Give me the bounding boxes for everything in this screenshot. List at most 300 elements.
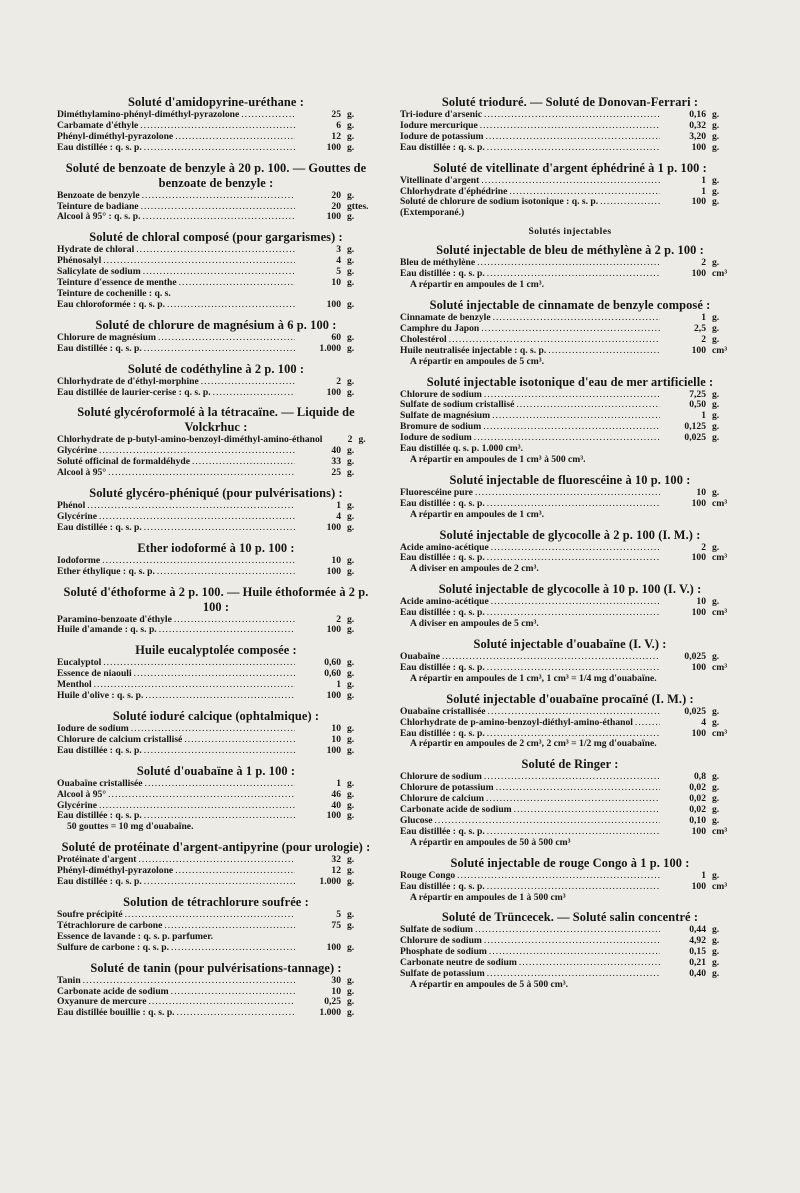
ingredient-name: Iodure mercurique <box>400 119 478 131</box>
dot-leader <box>192 457 295 468</box>
ingredient-quantity: 100 <box>326 298 341 310</box>
dot-leader <box>514 805 660 816</box>
formula-title: Soluté d'éthoforme à 2 p. 100. — Huile éthoformée à 2 p. 100 : <box>63 584 369 614</box>
ingredient-quantity: 100 <box>691 607 706 619</box>
ingredient-name: Chlorhydrate de p-butyl-amino-benzoyl-diméthyl-amino-éthanol <box>57 434 323 446</box>
formula-section <box>57 585 375 637</box>
ingredient-quantity: 0,32 <box>689 119 706 131</box>
ingredient-unit: g. <box>347 445 355 457</box>
dot-leader <box>167 300 295 311</box>
dot-leader <box>144 877 295 888</box>
formula-section <box>400 528 740 576</box>
dot-leader <box>493 313 660 324</box>
dot-leader <box>144 746 295 757</box>
ingredient-row <box>57 344 375 355</box>
ingredient-name: Fluorescéine pure <box>400 486 473 498</box>
ingredient-name: Diméthylamino-phényl-diméthyl-pyrazolone <box>57 109 240 120</box>
ingredient-row <box>57 746 375 757</box>
instruction-note: A répartir en ampoules de 1 cm³, 1 cm³ = 1/4 mg d'ouabaïne. <box>410 672 657 684</box>
ingredient-quantity: 10 <box>696 596 706 608</box>
ingredient-unit: g. <box>347 941 355 953</box>
formula-section <box>57 961 375 1020</box>
ingredient-quantity: 100 <box>691 196 706 208</box>
ingredient-name: Chlorhydrate de p-amino-benzoyl-diéthyl-amino-éthanol <box>400 716 633 728</box>
ingredient-quantity: 100 <box>326 624 341 636</box>
ingredient-unit: cm³ <box>712 825 728 837</box>
dot-leader <box>516 400 660 411</box>
ingredient-name: Chlorure de potassium <box>400 782 494 794</box>
formula-title: Soluté glycéroformolé à la tétracaïne. — Liquide de Volckrhuc : <box>77 405 355 435</box>
ingredient-unit: g. <box>347 985 355 997</box>
ingredient-name: Phénosalyl <box>57 255 102 267</box>
ingredient-unit: g. <box>347 141 355 153</box>
instruction-note: A répartir en ampoules de 5 cm³. <box>410 355 545 367</box>
ingredient-unit: g. <box>347 788 355 800</box>
ingredient-row <box>57 212 375 223</box>
ingredient-unit: g. <box>347 613 355 625</box>
dot-leader <box>483 422 660 433</box>
ingredient-unit: g. <box>712 141 720 153</box>
ingredient-quantity: 1.000 <box>319 342 341 354</box>
ingredient-unit: g. <box>347 130 355 142</box>
formula-section <box>400 473 740 521</box>
ingredient-unit: g. <box>712 814 720 826</box>
formula-title: Soluté injectable de bleu de méthylène à 2 p. 100 : <box>436 243 704 258</box>
ingredient-name: Acide amino-acétique <box>400 596 489 608</box>
ingredient-quantity: 2 <box>336 613 341 625</box>
ingredient-unit: g. <box>347 109 355 120</box>
ingredient-quantity: 0,21 <box>689 957 706 969</box>
instruction-note: A répartir en ampoules de 1 à 500 cm³ <box>410 891 566 903</box>
instruction-note: A diviser en ampoules de 5 cm³. <box>410 618 539 630</box>
dot-leader <box>484 936 660 947</box>
ingredient-quantity: 0,02 <box>689 804 706 816</box>
ingredient-name: Protéinate d'argent <box>57 854 137 866</box>
dot-leader <box>87 501 295 512</box>
ingredient-quantity: 5 <box>336 908 341 920</box>
ingredient-name: Phénol <box>57 500 86 512</box>
ingredient-name: Eau distillée : q. s. p. <box>57 876 142 888</box>
ingredient-quantity: 100 <box>326 386 341 398</box>
ingredient-quantity: 100 <box>326 141 341 153</box>
ingredient-name: Bleu de méthylène <box>400 257 476 269</box>
ingredient-name: Iodure de sodium <box>57 723 129 734</box>
formula-title: Soluté glycéro-phéniqué (pour pulvérisations) : <box>89 486 343 501</box>
ingredient-unit: g. <box>347 733 355 745</box>
ingredient-quantity: 1.000 <box>319 1007 341 1019</box>
ingredient-quantity: 10 <box>331 733 341 745</box>
ingredient-name: Essence de niaouli <box>57 668 132 680</box>
dot-leader <box>201 377 295 388</box>
dot-leader <box>184 735 295 746</box>
instruction-note: A répartir en ampoules de 1 cm³. <box>410 279 545 291</box>
ingredient-quantity: 2,5 <box>694 322 706 334</box>
dot-leader <box>145 691 295 702</box>
ingredient-unit: g. <box>712 322 720 334</box>
ingredient-row <box>57 1008 375 1019</box>
ingredient-unit: g. <box>712 771 720 783</box>
formula-title: Solution de tétrachlorure soufrée : <box>123 894 309 909</box>
ingredient-unit: g. <box>712 869 720 881</box>
ingredient-name: Chlorure de magnésium <box>57 331 156 343</box>
formula-section <box>400 298 740 368</box>
ingredient-quantity: 0,60 <box>324 657 341 669</box>
ingredient-unit: g. <box>712 705 720 717</box>
ingredient-unit: g. <box>712 716 720 728</box>
ingredient-quantity: 4,92 <box>689 935 706 947</box>
ingredient-name: Eau distillée : q. s. p. <box>400 661 485 673</box>
ingredient-name: Essence de lavande : q. s. p. parfumer. <box>57 930 214 942</box>
ingredient-quantity: 100 <box>691 552 706 564</box>
ingredient-name: Huile neutralisée injectable : q. s. p. <box>400 344 547 356</box>
ingredient-quantity: 40 <box>331 799 341 811</box>
ingredient-quantity: 32 <box>331 854 341 866</box>
ingredient-quantity: 7,25 <box>689 388 706 400</box>
ingredient-name: Bromure de sodium <box>400 421 482 433</box>
ingredient-name: Eau distillée : q. s. p. <box>57 744 142 756</box>
ingredient-name: Ouabaïne cristallisée <box>400 705 486 717</box>
ingredient-quantity: 40 <box>331 445 341 457</box>
ingredient-name: Eau distillée : q. s. p. <box>57 342 142 354</box>
ingredient-name: Tri-iodure d'arsenic <box>400 109 482 120</box>
ingredient-quantity: 0,50 <box>689 399 706 411</box>
ingredient-quantity: 4 <box>336 510 341 522</box>
ingredient-name: Eau distillée : q. s. p. <box>400 268 485 280</box>
dot-leader <box>241 110 295 121</box>
dot-leader <box>144 523 295 534</box>
ingredient-name: Benzoate de benzyle <box>57 189 140 201</box>
ingredient-unit: g. <box>347 510 355 522</box>
dot-leader <box>635 718 660 729</box>
ingredient-row <box>400 707 740 718</box>
instruction-note: A répartir en ampoules de 1 cm³ à 500 cm³. <box>410 453 586 465</box>
formula-title: Soluté de protéinate d'argent-antipyrine (pour urologie) : <box>61 840 371 855</box>
dot-leader <box>142 191 295 202</box>
dot-leader <box>175 132 295 143</box>
ingredient-unit: g. <box>347 657 355 669</box>
formula-title: Soluté trioduré. — Soluté de Donovan-Ferrari : <box>441 95 699 109</box>
ingredient-row <box>57 976 375 987</box>
ingredient-unit: g. <box>712 804 720 816</box>
ingredient-quantity: 100 <box>691 497 706 509</box>
ingredient-unit: g. <box>347 810 355 822</box>
ingredient-unit: g. <box>712 333 720 345</box>
formula-title: Soluté de chlorure de magnésium à 6 p. 100 : <box>95 317 337 332</box>
formula-section <box>57 840 375 888</box>
ingredient-quantity: 12 <box>331 865 341 877</box>
dot-leader <box>103 658 295 669</box>
ingredient-unit: g. <box>347 876 355 888</box>
ingredient-name: Iodure de sodium <box>400 432 472 444</box>
ingredient-unit: g. <box>712 119 720 131</box>
ingredient-unit: g. <box>347 865 355 877</box>
dot-leader <box>177 1008 295 1019</box>
ingredient-quantity: 0,8 <box>694 771 706 783</box>
ingredient-unit: g. <box>347 375 355 387</box>
instruction-note: A répartir en ampoules de 2 cm³, 2 cm³ = 1/2 mg d'ouabaïne. <box>410 738 657 750</box>
ingredient-name: Eau distillée : q. s. p. <box>57 810 142 822</box>
ingredient-quantity: 1.000 <box>319 876 341 888</box>
ingredient-row <box>400 346 740 357</box>
dot-leader <box>487 882 660 893</box>
ingredient-unit: g. <box>712 311 720 323</box>
ingredient-name: Vitellinate d'argent <box>400 174 480 186</box>
right-column <box>400 95 740 998</box>
ingredient-row <box>57 388 375 399</box>
ingredient-quantity: 100 <box>691 141 706 153</box>
ingredient-name: Teinture de badiane <box>57 200 139 212</box>
ingredient-unit: g. <box>347 624 355 636</box>
ingredient-quantity: 100 <box>326 521 341 533</box>
ingredient-row <box>57 943 375 954</box>
ingredient-name: Eau distillée : q. s. p. <box>400 727 485 739</box>
ingredient-quantity: 0,10 <box>689 814 706 826</box>
ingredient-name: Alcool à 95° <box>57 788 107 800</box>
ingredient-unit: g. <box>712 421 720 433</box>
ingredient-name: Glycérine <box>57 510 97 522</box>
ingredient-quantity: 30 <box>331 974 341 986</box>
formula-title: Soluté injectable de glycocolle à 2 p. 100 (I. M.) : <box>439 527 701 542</box>
ingredient-name: Paramino-benzoate d'éthyle <box>57 613 172 625</box>
formula-title: Soluté d'amidopyrine-uréthane : <box>128 95 304 109</box>
ingredient-quantity: 10 <box>331 723 341 734</box>
ingredient-row <box>57 790 375 801</box>
formula-section <box>57 895 375 954</box>
ingredient-unit: g. <box>712 968 720 980</box>
formula-title: Soluté de codéthyline à 2 p. 100 : <box>127 361 305 376</box>
dot-leader <box>141 202 295 213</box>
formula-section <box>400 582 740 630</box>
formula-title: Soluté injectable de rouge Congo à 1 p. 100 : <box>450 855 690 870</box>
ingredient-quantity: 33 <box>331 456 341 468</box>
dot-leader <box>475 925 660 936</box>
ingredient-unit: g. <box>347 119 355 131</box>
formula-title: Soluté injectable d'ouabaïne procaïné (I. M.) : <box>446 691 694 706</box>
formula-section <box>400 692 740 751</box>
ingredient-name: Ouabaïne cristallisée <box>57 777 143 789</box>
ingredient-quantity: 1 <box>701 869 706 881</box>
ingredient-name: Glycérine <box>57 799 97 811</box>
ingredient-unit: g. <box>347 744 355 756</box>
ingredient-name: Eau distillée : q. s. p. <box>57 521 142 533</box>
ingredient-unit: g. <box>347 266 355 278</box>
ingredient-unit: g. <box>712 410 720 422</box>
formula-section <box>57 541 375 578</box>
ingredient-unit: g. <box>712 782 720 794</box>
dot-leader <box>179 278 295 289</box>
ingredient-name: Chlorure de calcium <box>400 793 485 805</box>
ingredient-row <box>57 191 375 202</box>
ingredient-name: Huile d'olive : q. s. p. <box>57 690 144 702</box>
ingredient-row <box>400 324 740 335</box>
ingredient-unit: g. <box>712 924 720 936</box>
dot-leader <box>600 197 660 208</box>
ingredient-unit: g. <box>347 244 355 256</box>
ingredient-row <box>57 435 375 446</box>
ingredient-name: Iodoforme <box>57 554 101 566</box>
formula-title: Soluté injectable de cinnamate de benzyle composé : <box>429 297 711 312</box>
ingredient-quantity: 3 <box>336 244 341 256</box>
ingredient-name: Sulfate de sodium cristallisé <box>400 399 515 411</box>
ingredient-name: Eucalyptol <box>57 657 102 669</box>
dot-leader <box>491 543 660 554</box>
dot-leader <box>486 794 660 805</box>
dot-leader <box>144 143 295 154</box>
dot-leader <box>134 669 295 680</box>
ingredient-row <box>57 523 375 534</box>
dot-leader <box>481 176 660 187</box>
ingredient-name: Phosphate de sodium <box>400 946 487 958</box>
ingredient-unit: g. <box>712 651 720 662</box>
ingredient-unit: g. <box>712 432 720 444</box>
formula-section <box>57 764 375 834</box>
ingredient-quantity: 1 <box>701 174 706 186</box>
formula-section <box>57 318 375 355</box>
ingredient-unit: cm³ <box>712 344 728 356</box>
ingredient-quantity: 100 <box>691 825 706 837</box>
ingredient-name: Teinture d'essence de menthe <box>57 277 177 289</box>
ingredient-quantity: 20 <box>331 189 341 201</box>
ingredient-quantity: 1 <box>701 185 706 197</box>
formula-title: Soluté de Ringer : <box>521 757 619 772</box>
formula-title: Soluté injectable de fluorescéine à 10 p. 100 : <box>449 472 691 487</box>
ingredient-unit: g. <box>712 935 720 947</box>
ingredient-unit: cm³ <box>712 607 728 619</box>
ingredient-quantity: 100 <box>691 727 706 739</box>
ingredient-row <box>57 877 375 888</box>
ingredient-unit: g. <box>712 196 720 208</box>
dot-leader <box>213 388 295 399</box>
formula-section <box>57 161 375 224</box>
ingredient-name: Teinture de cochenille : q. s. <box>57 287 171 299</box>
formula-title: Soluté ioduré calcique (ophtalmique) : <box>112 709 320 723</box>
ingredient-unit: g. <box>712 946 720 958</box>
ingredient-unit: cm³ <box>712 497 728 509</box>
ingredient-name: Menthol <box>57 679 92 691</box>
ingredient-quantity: 1 <box>336 500 341 512</box>
ingredient-unit: g. <box>347 331 355 343</box>
dot-leader <box>175 866 295 877</box>
formula-title: Soluté de benzoate de benzyle à 20 p. 100. — Gouttes de benzoate de benzyle : <box>65 160 367 190</box>
ingredient-name: Carbamate d'éthyle <box>57 119 139 131</box>
ingredient-row <box>400 176 740 187</box>
ingredient-quantity: 10 <box>696 486 706 498</box>
ingredient-name: Sulfate de potassium <box>400 968 485 980</box>
ingredient-unit: g. <box>347 342 355 354</box>
ingredient-unit: g. <box>347 679 355 691</box>
dot-leader <box>144 344 295 355</box>
ingredient-name: Sulfure de carbone : q. s. p. <box>57 941 170 953</box>
ingredient-name: Carbonate acide de sodium <box>57 985 169 997</box>
ingredient-quantity: 100 <box>326 744 341 756</box>
instruction-note: (Extemporané.) <box>400 207 465 219</box>
ingredient-name: Eau distillée : q. s. p. <box>400 607 485 619</box>
ingredient-row <box>57 468 375 479</box>
ingredient-unit: gttes. <box>347 200 369 212</box>
dot-leader <box>548 346 660 357</box>
ingredient-quantity: 12 <box>331 130 341 142</box>
ingredient-quantity: 3,20 <box>689 130 706 142</box>
ingredient-name: Ether éthylique : q. s. p. <box>57 565 155 577</box>
dot-leader <box>171 943 295 954</box>
ingredient-unit: g. <box>712 399 720 411</box>
formula-section <box>57 95 375 154</box>
ingredient-row <box>57 669 375 680</box>
dot-leader <box>477 258 660 269</box>
ingredient-unit: g. <box>712 793 720 805</box>
ingredient-name: Chlorure de calcium cristallisé <box>57 733 183 745</box>
ingredient-unit: g. <box>712 541 720 553</box>
ingredient-row <box>57 691 375 702</box>
ingredient-name: Hydrate de chloral <box>57 244 135 256</box>
ingredient-name: Acide amino-acétique <box>400 541 489 553</box>
ingredient-unit: g. <box>347 521 355 533</box>
ingredient-unit: g. <box>712 388 720 400</box>
ingredient-name: Camphre du Japon <box>400 322 480 334</box>
formula-section <box>400 161 740 220</box>
ingredient-quantity: 100 <box>326 211 341 223</box>
instruction-note: 50 gouttes = 10 mg d'ouabaïne. <box>67 821 194 833</box>
ingredient-name: Cinnamate de benzyle <box>400 311 491 323</box>
formula-section <box>400 910 740 990</box>
ingredient-quantity: 0,44 <box>689 924 706 936</box>
ingredient-name: Eau distillée de laurier-cerise : q. s. p. <box>57 386 211 398</box>
ingredient-row <box>57 779 375 790</box>
formula-title: Ether iodoformé à 10 p. 100 : <box>137 540 295 555</box>
ingredient-quantity: 1 <box>336 679 341 691</box>
ingredient-unit: g. <box>358 434 366 446</box>
ingredient-name: Eau distillée : q. s. p. <box>57 141 142 153</box>
formula-title: Huile eucalyptolée composée : <box>135 643 297 658</box>
ingredient-unit: g. <box>347 854 355 866</box>
ingredient-quantity: 5 <box>336 266 341 278</box>
ingredient-quantity: 100 <box>691 880 706 892</box>
dot-leader <box>484 110 660 121</box>
ingredient-quantity: 0,40 <box>689 968 706 980</box>
ingredient-unit: cm³ <box>712 268 728 280</box>
left-column <box>57 95 375 1026</box>
ingredient-name: Carbonate neutre de sodium <box>400 957 517 969</box>
section-heading: Solutés injectables <box>528 226 612 238</box>
ingredient-quantity: 1 <box>336 777 341 789</box>
ingredient-quantity: 100 <box>691 268 706 280</box>
ingredient-unit: g. <box>347 500 355 512</box>
ingredient-quantity: 0,025 <box>684 705 706 717</box>
ingredient-unit: g. <box>347 908 355 920</box>
ingredient-quantity: 10 <box>331 277 341 289</box>
ingredient-quantity: 0,02 <box>689 782 706 794</box>
dot-leader <box>492 411 660 422</box>
dot-leader <box>143 212 295 223</box>
ingredient-quantity: 2 <box>701 541 706 553</box>
ingredient-name: Eau distillée : q. s. p. <box>400 552 485 564</box>
formula-section <box>57 362 375 399</box>
formula-section <box>57 405 375 479</box>
formula-title: Soluté injectable de glycocolle à 10 p. 100 (I. V.) : <box>438 582 702 597</box>
formula-title: Soluté injectable isotonique d'eau de mer artificielle : <box>426 374 714 389</box>
ingredient-quantity: 6 <box>336 119 341 131</box>
ingredient-unit: g. <box>347 777 355 789</box>
ingredient-unit: g. <box>347 211 355 223</box>
formula-section <box>400 95 740 154</box>
dot-leader <box>83 976 295 987</box>
ingredient-quantity: 100 <box>326 810 341 822</box>
ingredient-name: Tanin <box>57 974 81 986</box>
dot-leader <box>488 707 660 718</box>
ingredient-row <box>57 567 375 578</box>
ingredient-name: Eau chloroformée : q. s. p. <box>57 298 166 310</box>
ingredient-unit: g. <box>712 130 720 142</box>
